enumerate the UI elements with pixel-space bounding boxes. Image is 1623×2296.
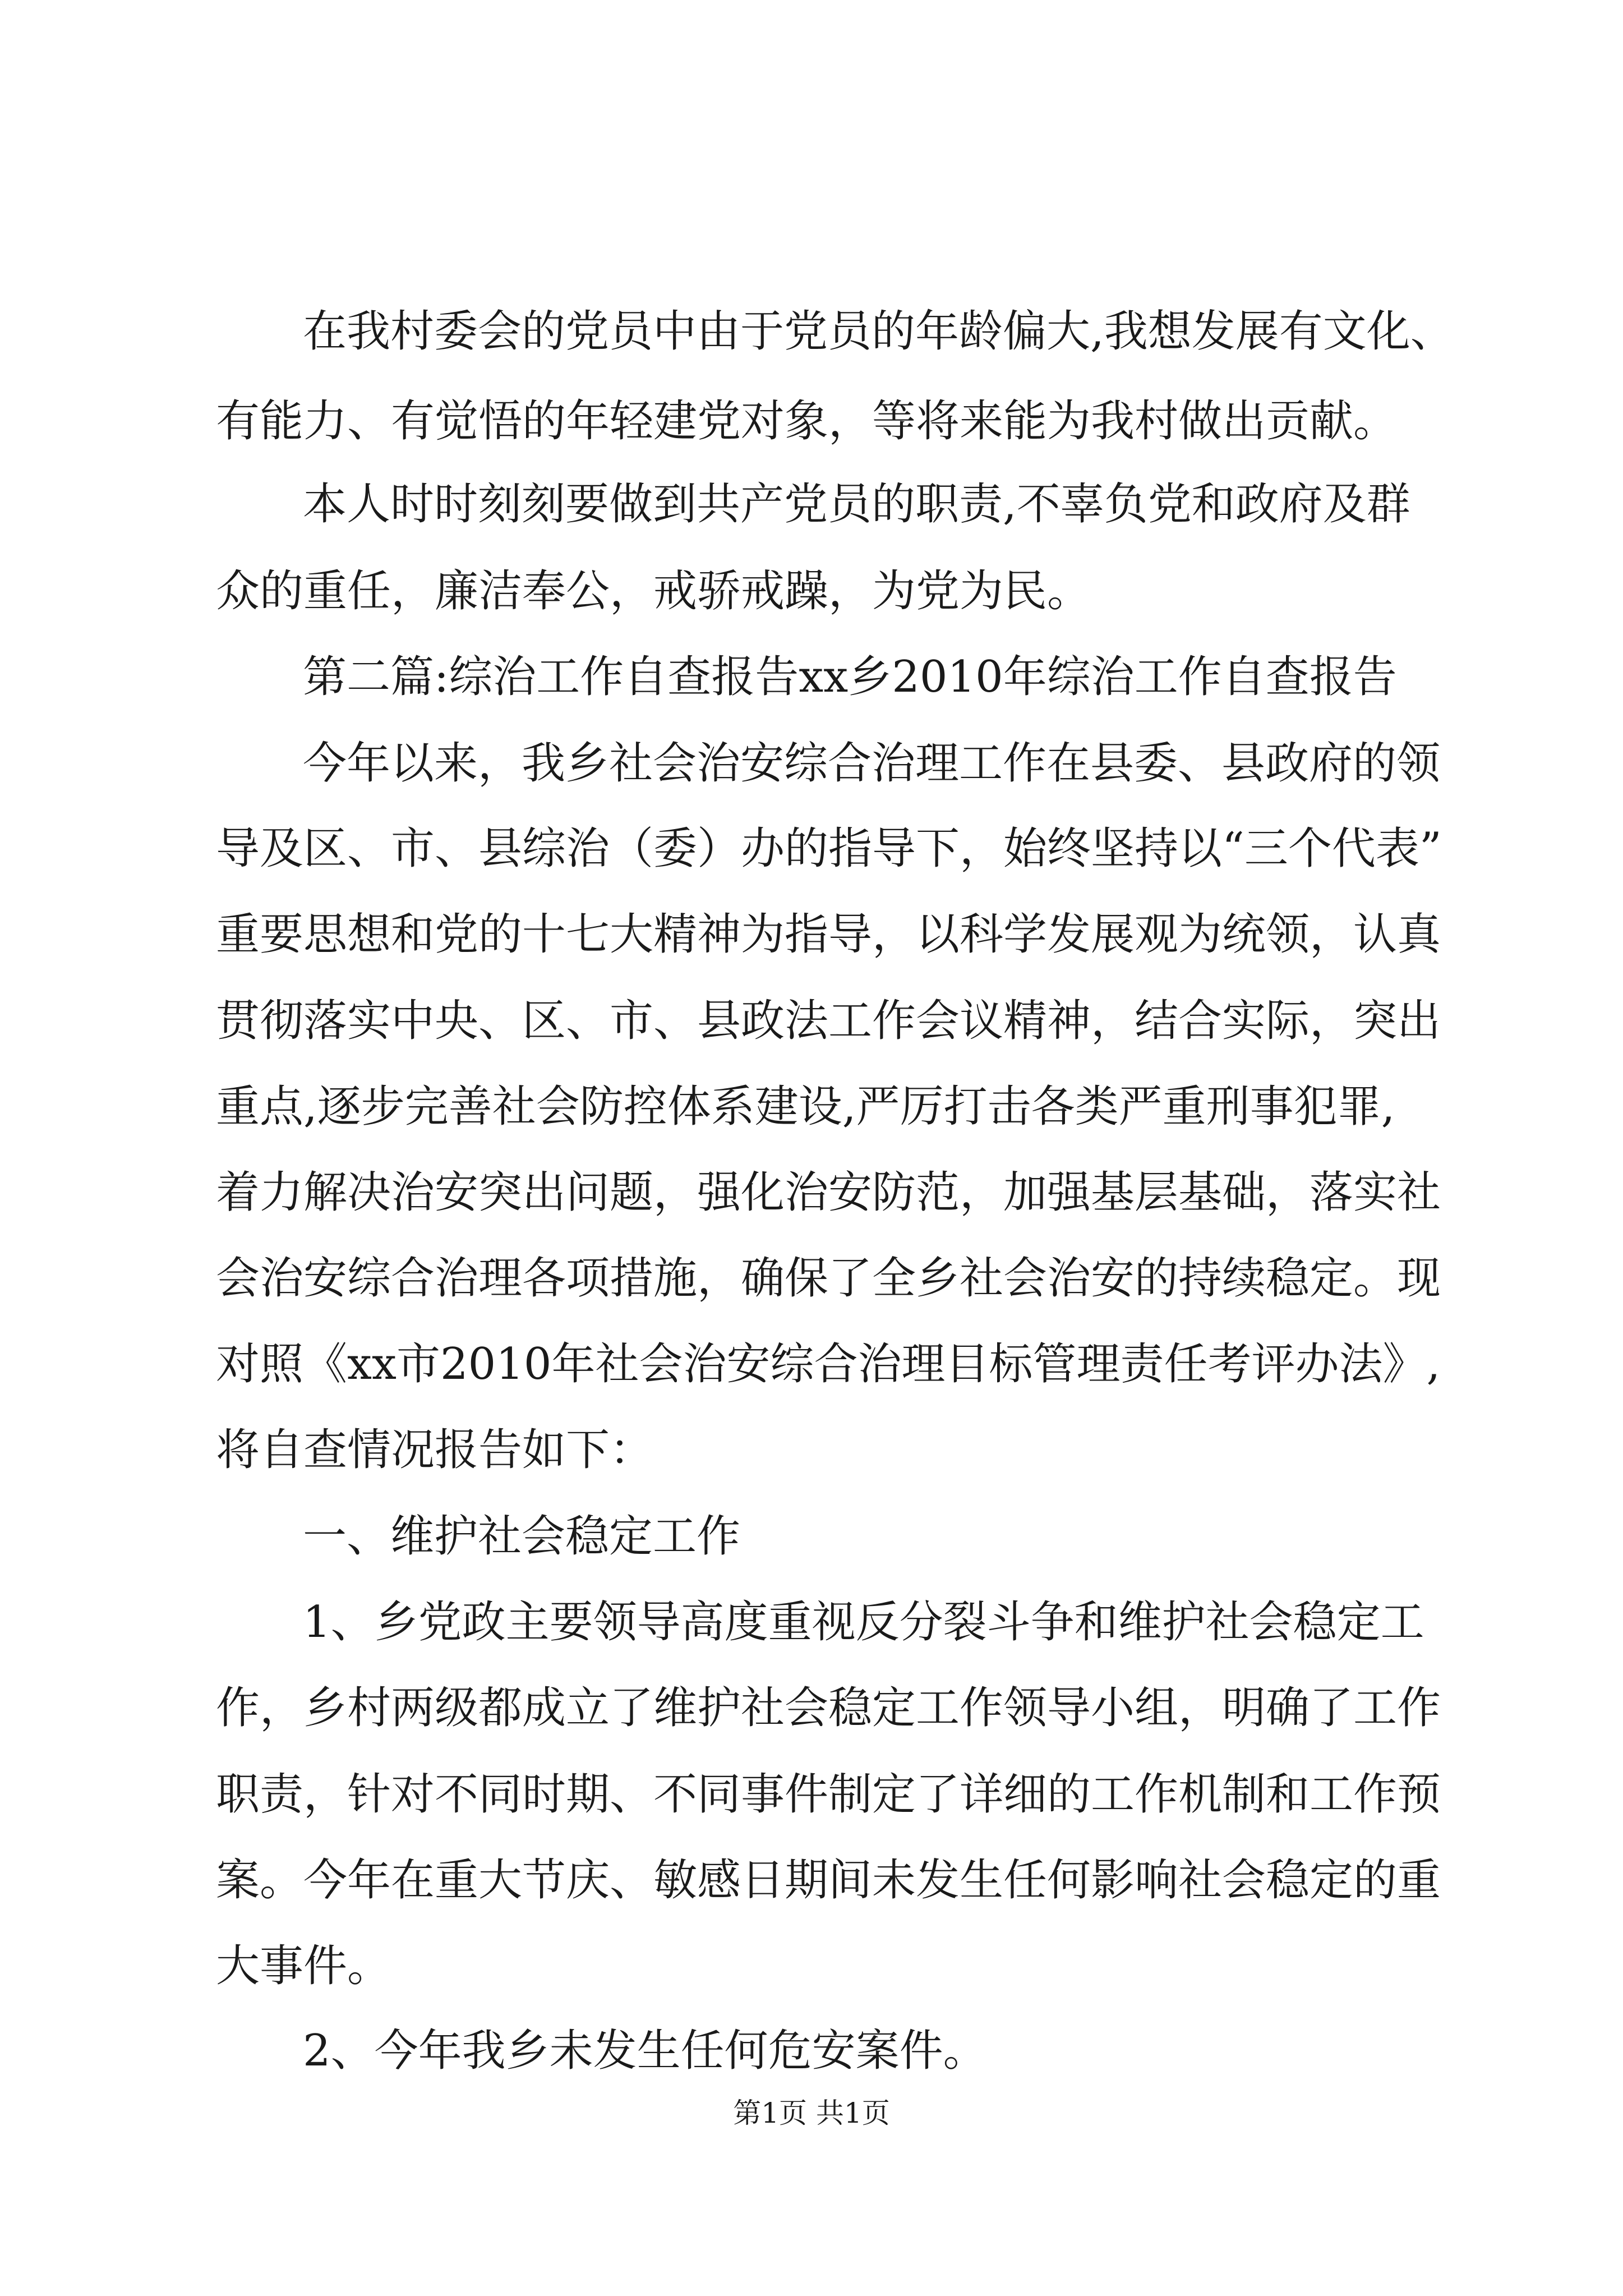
body-line: 导及区、市、县综治（委）办的指导下，始终坚持以“三个代表” (216, 823, 1442, 874)
body-line: 大事件。 (216, 1941, 391, 1991)
body-line: 今年以来，我乡社会治安综合治理工作在县委、县政府的领 (303, 738, 1441, 789)
body-line: 对照《xx市2010年社会治安综合治理目标管理责任考评办法》, (216, 1339, 1441, 1389)
body-line: 在我村委会的党员中由于党员的年龄偏大,我想发展有文化、 (303, 306, 1454, 357)
body-line: 1、乡党政主要领导高度重视反分裂斗争和维护社会稳定工 (303, 1597, 1424, 1648)
body-line: 案。今年在重大节庆、敏感日期间未发生任何影响社会稳定的重 (216, 1855, 1441, 1906)
body-line: 职责，针对不同时期、不同事件制定了详细的工作机制和工作预 (216, 1769, 1441, 1820)
body-line: 重要思想和党的十七大精神为指导，以科学发展观为统领，认真 (216, 909, 1441, 960)
body-line: 作，乡村两级都成立了维护社会稳定工作领导小组，明确了工作 (216, 1683, 1441, 1733)
body-line: 会治安综合治理各项措施，确保了全乡社会治安的持续稳定。现 (216, 1253, 1441, 1304)
section-heading: 第二篇:综治工作自查报告xx乡2010年综治工作自查报告 (303, 652, 1397, 702)
body-line: 有能力、有觉悟的年轻建党对象，等将来能为我村做出贡献。 (216, 396, 1398, 447)
page-number-label: 第1页 共1页 (733, 2097, 890, 2129)
body-line: 着力解决治安突出问题，强化治安防范，加强基层基础，落实社 (216, 1167, 1441, 1218)
section-heading: 一、维护社会稳定工作 (303, 1511, 741, 1562)
body-line: 将自查情况报告如下： (216, 1425, 654, 1475)
page-footer (0, 2099, 1623, 2127)
body-line: 重点,逐步完善社会防控体系建设,严厉打击各类严重刑事犯罪, (216, 1082, 1395, 1132)
body-line: 2、今年我乡未发生任何危安案件。 (303, 2026, 987, 2076)
body-line: 贯彻落实中央、区、市、县政法工作会议精神，结合实际，突出 (216, 996, 1441, 1046)
body-line: 本人时时刻刻要做到共产党员的职责,不辜负党和政府及群 (303, 479, 1410, 530)
body-line: 众的重任，廉洁奉公，戒骄戒躁，为党为民。 (216, 566, 1091, 616)
